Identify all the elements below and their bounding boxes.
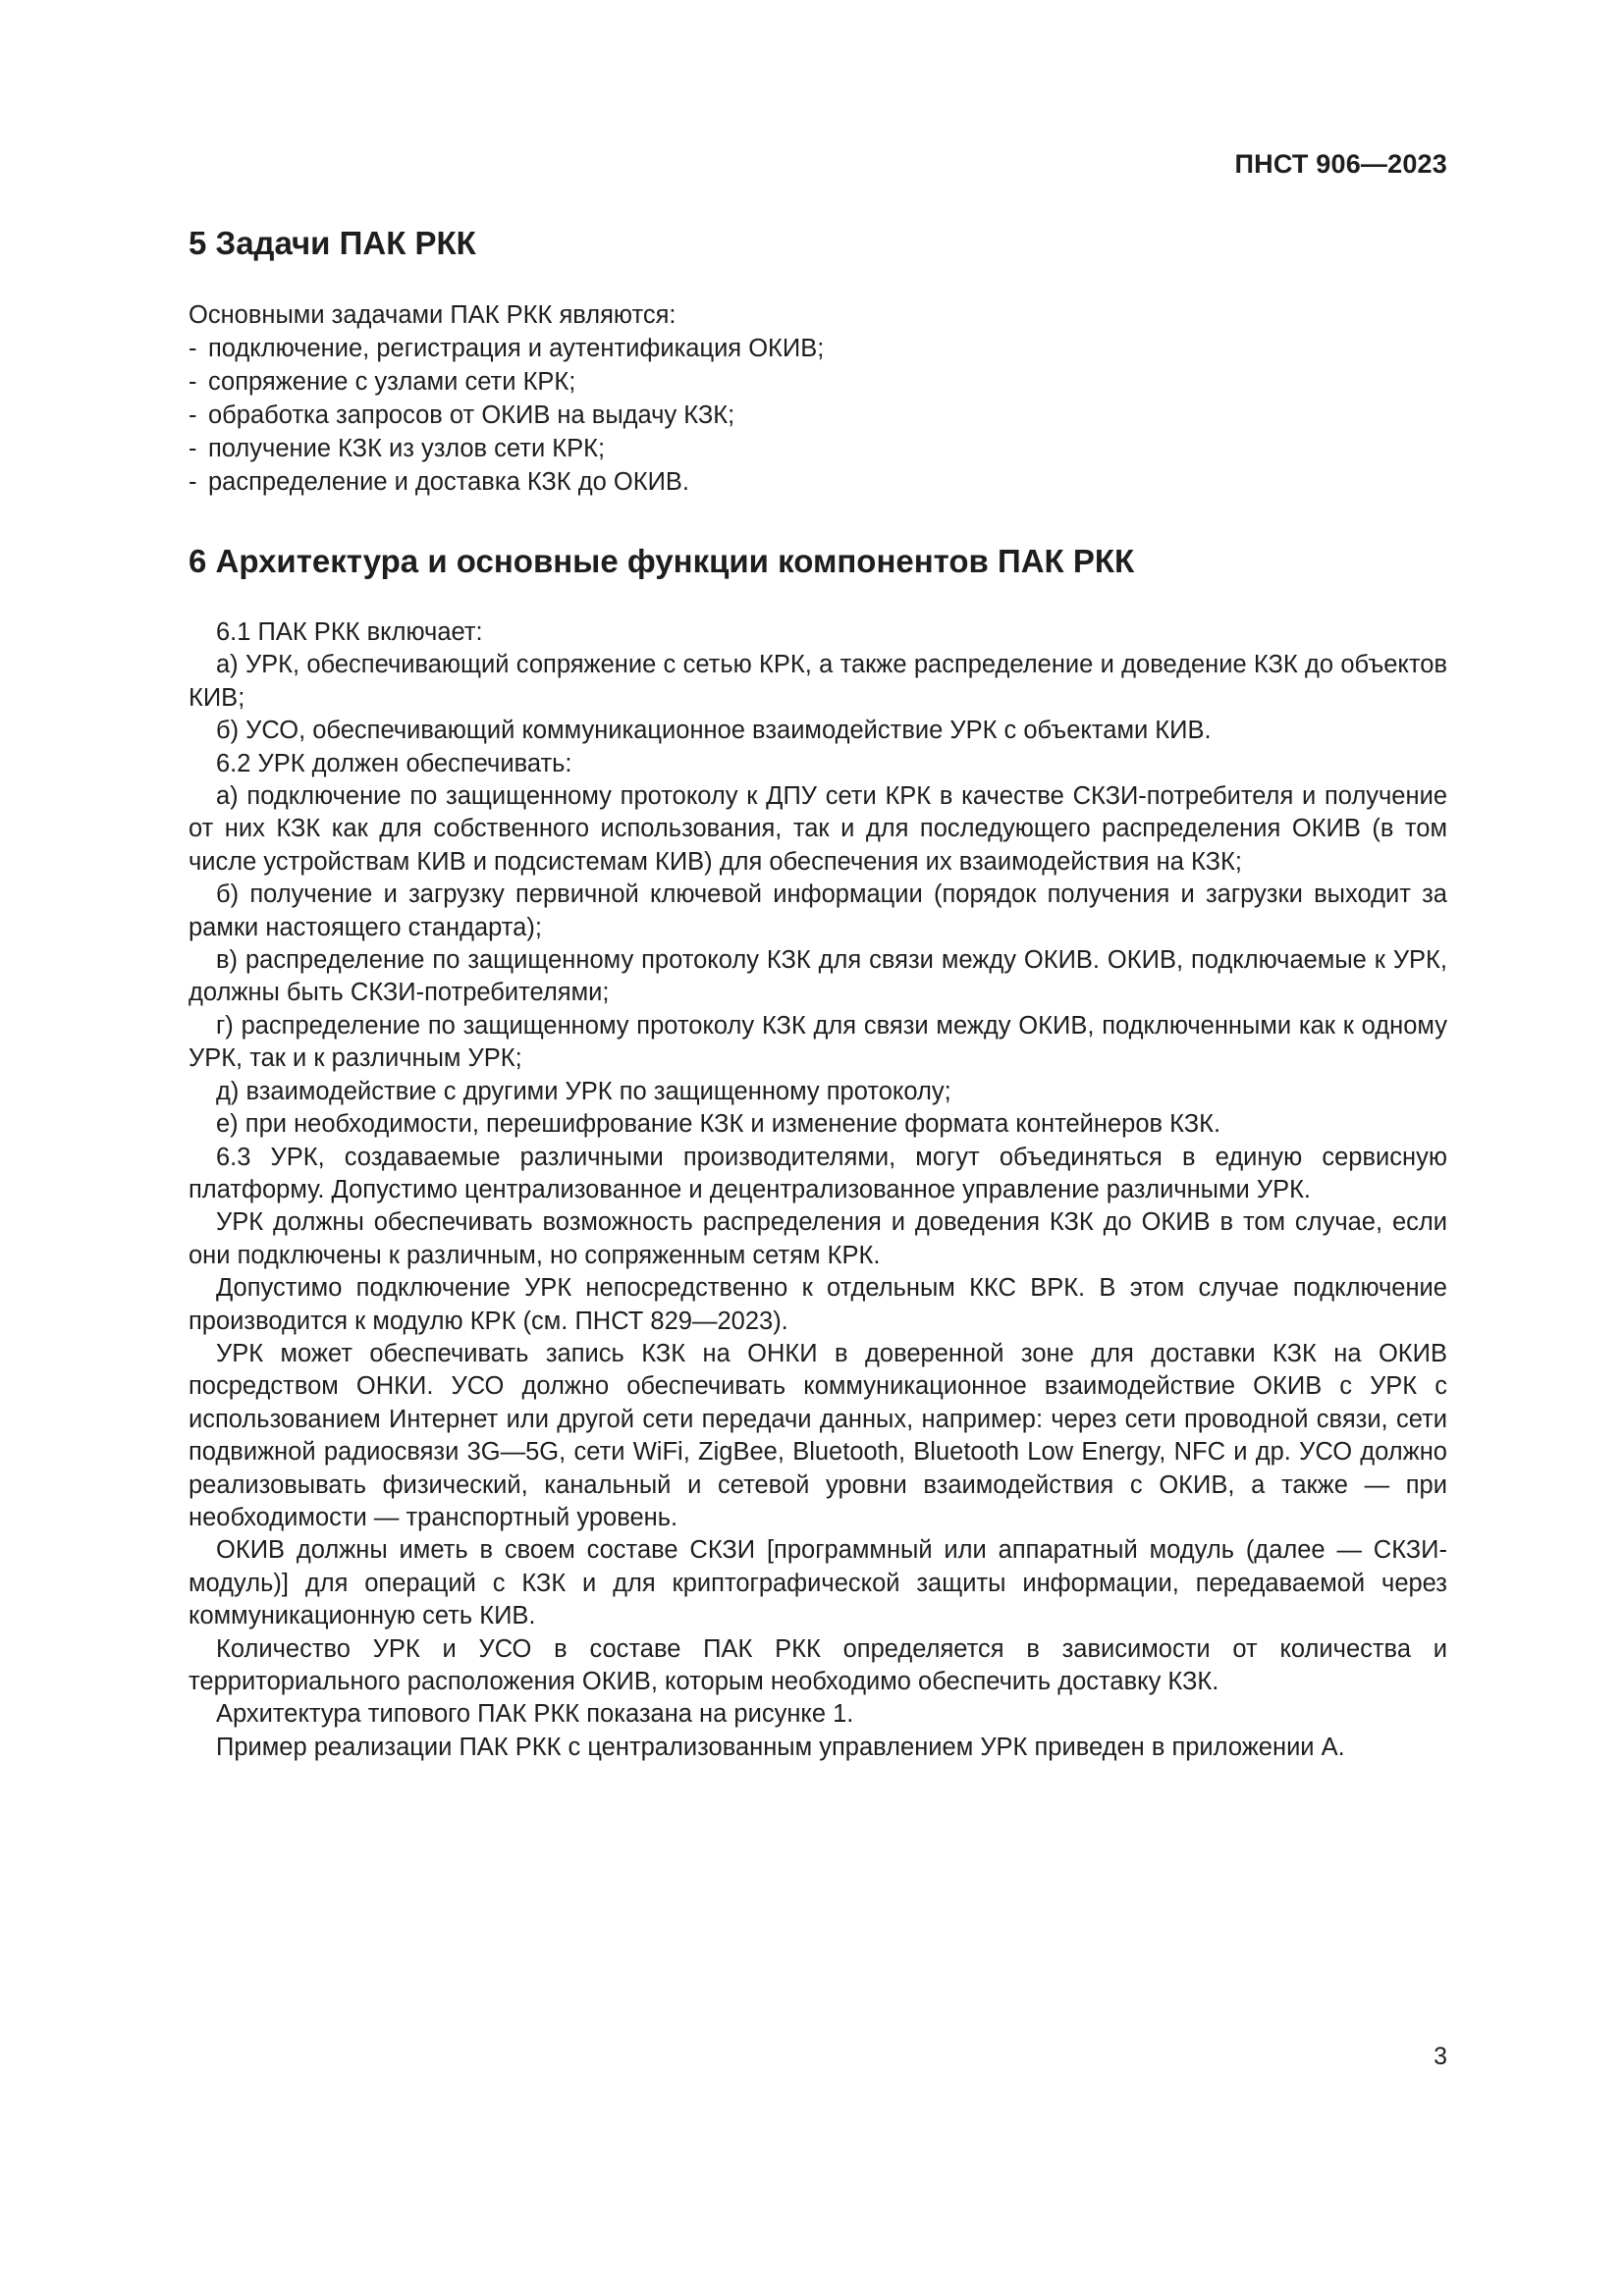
- clause-6-1-a: а) УРК, обеспечивающий сопряжение с сетью КРК, а также распределение и доведение КЗК до объектов КИВ;: [189, 651, 1447, 712]
- section-5-heading: 5 Задачи ПАК РКК: [189, 225, 476, 261]
- paragraph: УРК может обеспечивать запись КЗК на ОНКИ в доверенной зоне для доставки КЗК на ОКИВ посредством ОНКИ. УСО должно обеспечивать коммуникационное взаимодействие ОКИВ с УРК с использованием Интернет или другой сети передачи данных, например: через сети проводной связи, сети подвижной радиосвязи 3G—5G, сети WiFi, ZigBee, Bluetooth, Bluetooth Low Energy, NFC и др. УСО должно реализовывать физический, канальный и сетевой уровни взаимодействия с ОКИВ, а также — при необходимости — транспортный уровень.: [189, 1339, 1447, 1531]
- list-item: - сопряжение с узлами сети КРК;: [189, 365, 1447, 399]
- paragraph: Количество УРК и УСО в составе ПАК РКК определяется в зависимости от количества и территориального расположения ОКИВ, которым необходимо обеспечить доставку КЗК.: [189, 1634, 1447, 1695]
- paragraph: УРК должны обеспечивать возможность распределения и доведения КЗК до ОКИВ в том случае, если они подключены к различным, но сопряженным сетям КРК.: [189, 1208, 1447, 1269]
- page-number: 3: [1434, 2043, 1447, 2070]
- clause-6-2-d: д) взаимодействие с другими УРК по защищенному протоколу;: [216, 1077, 951, 1105]
- page-content: [189, 224, 1447, 1764]
- list-item: - обработка запросов от ОКИВ на выдачу КЗК;: [189, 399, 1447, 432]
- clause-6-2: 6.2 УРК должен обеспечивать:: [216, 749, 572, 777]
- paragraph: ОКИВ должны иметь в своем составе СКЗИ [программный или аппаратный модуль (далее — СКЗИ-модуль)] для операций с КЗК и для криптографической защиты информации, передаваемой через коммуникационную сеть КИВ.: [189, 1536, 1447, 1630]
- clause-6-2-b: б) получение и загрузку первичной ключевой информации (порядок получения и загрузки выходит за рамки настоящего стандарта);: [189, 881, 1447, 941]
- appendix-reference: Пример реализации ПАК РКК с централизованным управлением УРК приведен в приложении А.: [216, 1733, 1345, 1761]
- section-5-intro: Основными задачами ПАК РКК являются:: [189, 301, 677, 329]
- document-code: ПНСТ 906—2023: [1234, 149, 1447, 179]
- list-item: - подключение, регистрация и аутентификация ОКИВ;: [189, 332, 1447, 365]
- clause-6-1-b: б) УСО, обеспечивающий коммуникационное взаимодействие УРК с объектами КИВ.: [216, 717, 1212, 745]
- clause-6-3: 6.3 УРК, создаваемые различными производителями, могут объединяться в единую сервисную платформу. Допустимо централизованное и децентрализованное управление различными УРК.: [189, 1143, 1447, 1203]
- paragraph: Допустимо подключение УРК непосредственно к отдельным ККС ВРК. В этом случае подключение производится к модулю КРК (см. ПНСТ 829—2023).: [189, 1274, 1447, 1335]
- section-5-task-list: [189, 332, 1447, 499]
- clause-6-1: 6.1 ПАК РКК включает:: [216, 618, 483, 646]
- clause-6-2-e: е) при необходимости, перешифрование КЗК и изменение формата контейнеров КЗК.: [216, 1110, 1221, 1139]
- section-6-heading: 6 Архитектура и основные функции компонентов ПАК РКК: [189, 543, 1135, 579]
- list-item: - распределение и доставка КЗК до ОКИВ.: [189, 465, 1447, 499]
- section-6-body: [189, 616, 1447, 1764]
- list-item: - получение КЗК из узлов сети КРК;: [189, 432, 1447, 465]
- clause-6-2-v: в) распределение по защищенному протоколу КЗК для связи между ОКИВ. ОКИВ, подключаемые к УРК, должны быть СКЗИ-потребителями;: [189, 946, 1447, 1007]
- figure-reference: Архитектура типового ПАК РКК показана на рисунке 1.: [216, 1700, 854, 1729]
- clause-6-2-g: г) распределение по защищенному протоколу КЗК для связи между ОКИВ, подключенными как к одному УРК, так и к различным УРК;: [189, 1011, 1447, 1073]
- clause-6-2-a: а) подключение по защищенному протоколу к ДПУ сети КРК в качестве СКЗИ-потребителя и получение от них КЗК как для собственного использования, так и для последующего распределения ОКИВ (в том числе устройствам КИВ и подсистемам КИВ) для обеспечения их взаимодействия на КЗК;: [189, 782, 1447, 876]
